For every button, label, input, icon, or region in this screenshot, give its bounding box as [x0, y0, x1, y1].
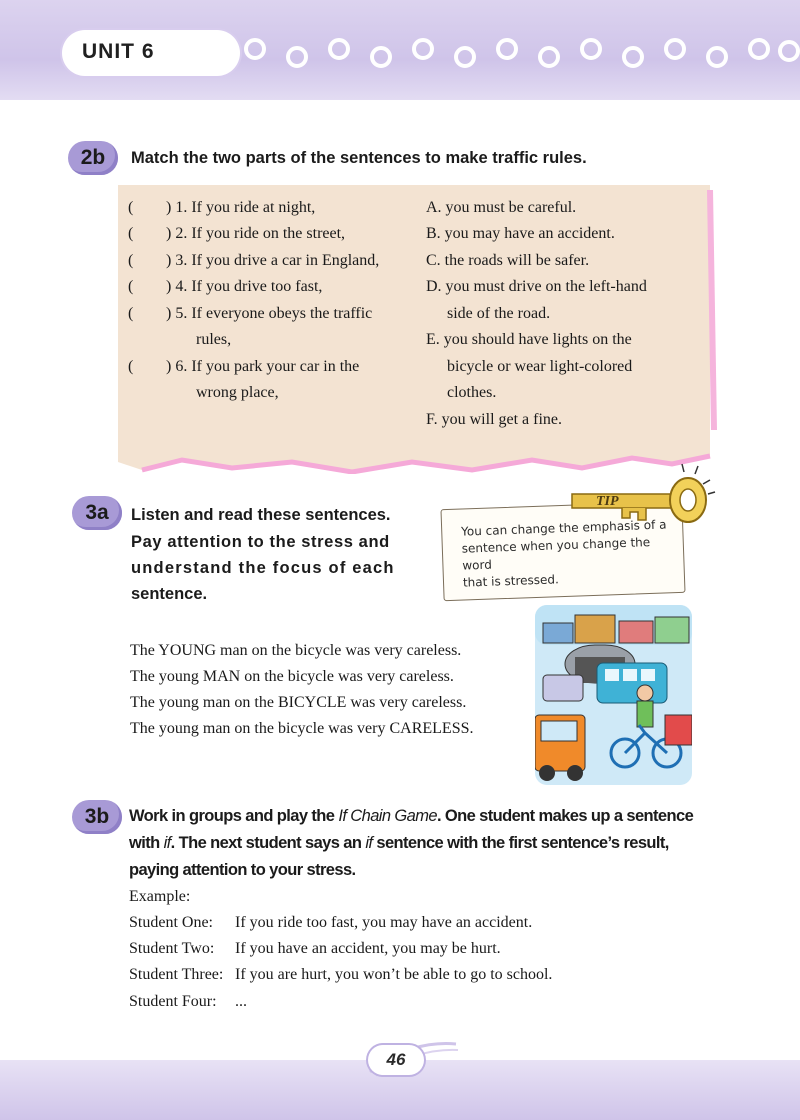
traffic-illustration	[535, 605, 692, 785]
instruction-3b-line1-a: Work in groups and play the	[129, 807, 339, 825]
section-badge-3a: 3a	[72, 496, 122, 530]
paren-3: (	[128, 252, 134, 269]
paren-2: (	[128, 225, 134, 242]
tip-line-3: that is stressed.	[462, 572, 560, 590]
example-speaker-1: Student One:	[129, 914, 213, 931]
page-number: 46	[386, 1050, 406, 1069]
left-item-5: ) 5. If everyone obeys the traffic	[166, 305, 373, 322]
right-item-b: B. you may have an accident.	[426, 225, 615, 242]
instruction-3a-line3: understand the focus of each	[131, 559, 395, 577]
paren-5: (	[128, 305, 134, 322]
game-name: If Chain Game	[338, 807, 437, 825]
right-item-d-cont: side of the road.	[447, 305, 551, 322]
right-item-d: D. you must drive on the left-hand	[426, 278, 647, 295]
instruction-3a-line2: Pay attention to the stress and	[131, 533, 390, 551]
unit-title: UNIT 6	[82, 40, 155, 63]
stress-sentence-4: The young man on the bicycle was very CARELESS.	[130, 720, 474, 737]
right-item-e: E. you should have lights on the	[426, 331, 632, 348]
instruction-3b-line1-c: . One student makes up a sentence	[436, 807, 694, 825]
instruction-3a-line4: sentence.	[131, 585, 208, 603]
stress-sentence-2: The young MAN on the bicycle was very careless.	[130, 668, 454, 685]
paren-4: (	[128, 278, 134, 295]
paren-1: (	[128, 199, 134, 216]
if-word-1: if	[163, 834, 171, 852]
right-item-e-cont2: clothes.	[447, 384, 497, 401]
left-item-6-cont: wrong place,	[196, 384, 279, 401]
instruction-3b-line3: paying attention to your stress.	[129, 861, 356, 879]
example-text-3: If you are hurt, you won’t be able to go to school.	[235, 966, 553, 983]
instruction-2b: Match the two parts of the sentences to make traffic rules.	[131, 149, 587, 167]
paren-6: (	[128, 358, 134, 375]
right-item-e-cont1: bicycle or wear light-colored	[447, 358, 633, 375]
box-side-shadow	[700, 190, 722, 430]
instruction-3a-line1: Listen and read these sentences.	[131, 506, 391, 524]
instruction-3b-line2-a: with	[129, 834, 164, 852]
left-item-3: ) 3. If you drive a car in England,	[166, 252, 380, 269]
stress-sentence-1: The YOUNG man on the bicycle was very careless.	[130, 642, 462, 659]
tip-line-2: sentence when you change the word	[461, 535, 651, 573]
tip-line-1: You can change the emphasis of a	[460, 517, 667, 539]
left-item-5-cont: rules,	[196, 331, 232, 348]
instruction-3b-line2-e: sentence with the first sentence’s result,	[372, 834, 669, 852]
tip-label: TIP	[596, 494, 619, 509]
instruction-3b-line1	[129, 807, 693, 826]
left-item-6: ) 6. If you park your car in the	[166, 358, 360, 375]
left-item-4: ) 4. If you drive too fast,	[166, 278, 323, 295]
example-text-1: If you ride too fast, you may have an accident.	[235, 914, 533, 931]
left-item-1: ) 1. If you ride at night,	[166, 199, 316, 216]
example-text-2: If you have an accident, you may be hurt.	[235, 940, 501, 957]
left-item-2: ) 2. If you ride on the street,	[166, 225, 346, 242]
decorative-rings	[238, 36, 800, 76]
example-speaker-2: Student Two:	[129, 940, 215, 957]
section-badge-3b: 3b	[72, 800, 122, 834]
right-item-f: F. you will get a fine.	[426, 411, 563, 428]
example-label: Example:	[129, 888, 191, 905]
right-item-a: A. you must be careful.	[426, 199, 577, 216]
stress-sentence-3: The young man on the BICYCLE was very careless.	[130, 694, 467, 711]
example-speaker-3: Student Three:	[129, 966, 224, 983]
example-text-4: ...	[235, 993, 247, 1010]
section-badge-2b: 2b	[68, 141, 118, 175]
instruction-3b-line2-c: . The next student says an	[170, 834, 366, 852]
if-word-2: if	[365, 834, 373, 852]
instruction-3b-line2	[129, 834, 669, 853]
right-item-c: C. the roads will be safer.	[426, 252, 590, 269]
tip-text	[461, 516, 673, 591]
example-speaker-4: Student Four:	[129, 993, 217, 1010]
